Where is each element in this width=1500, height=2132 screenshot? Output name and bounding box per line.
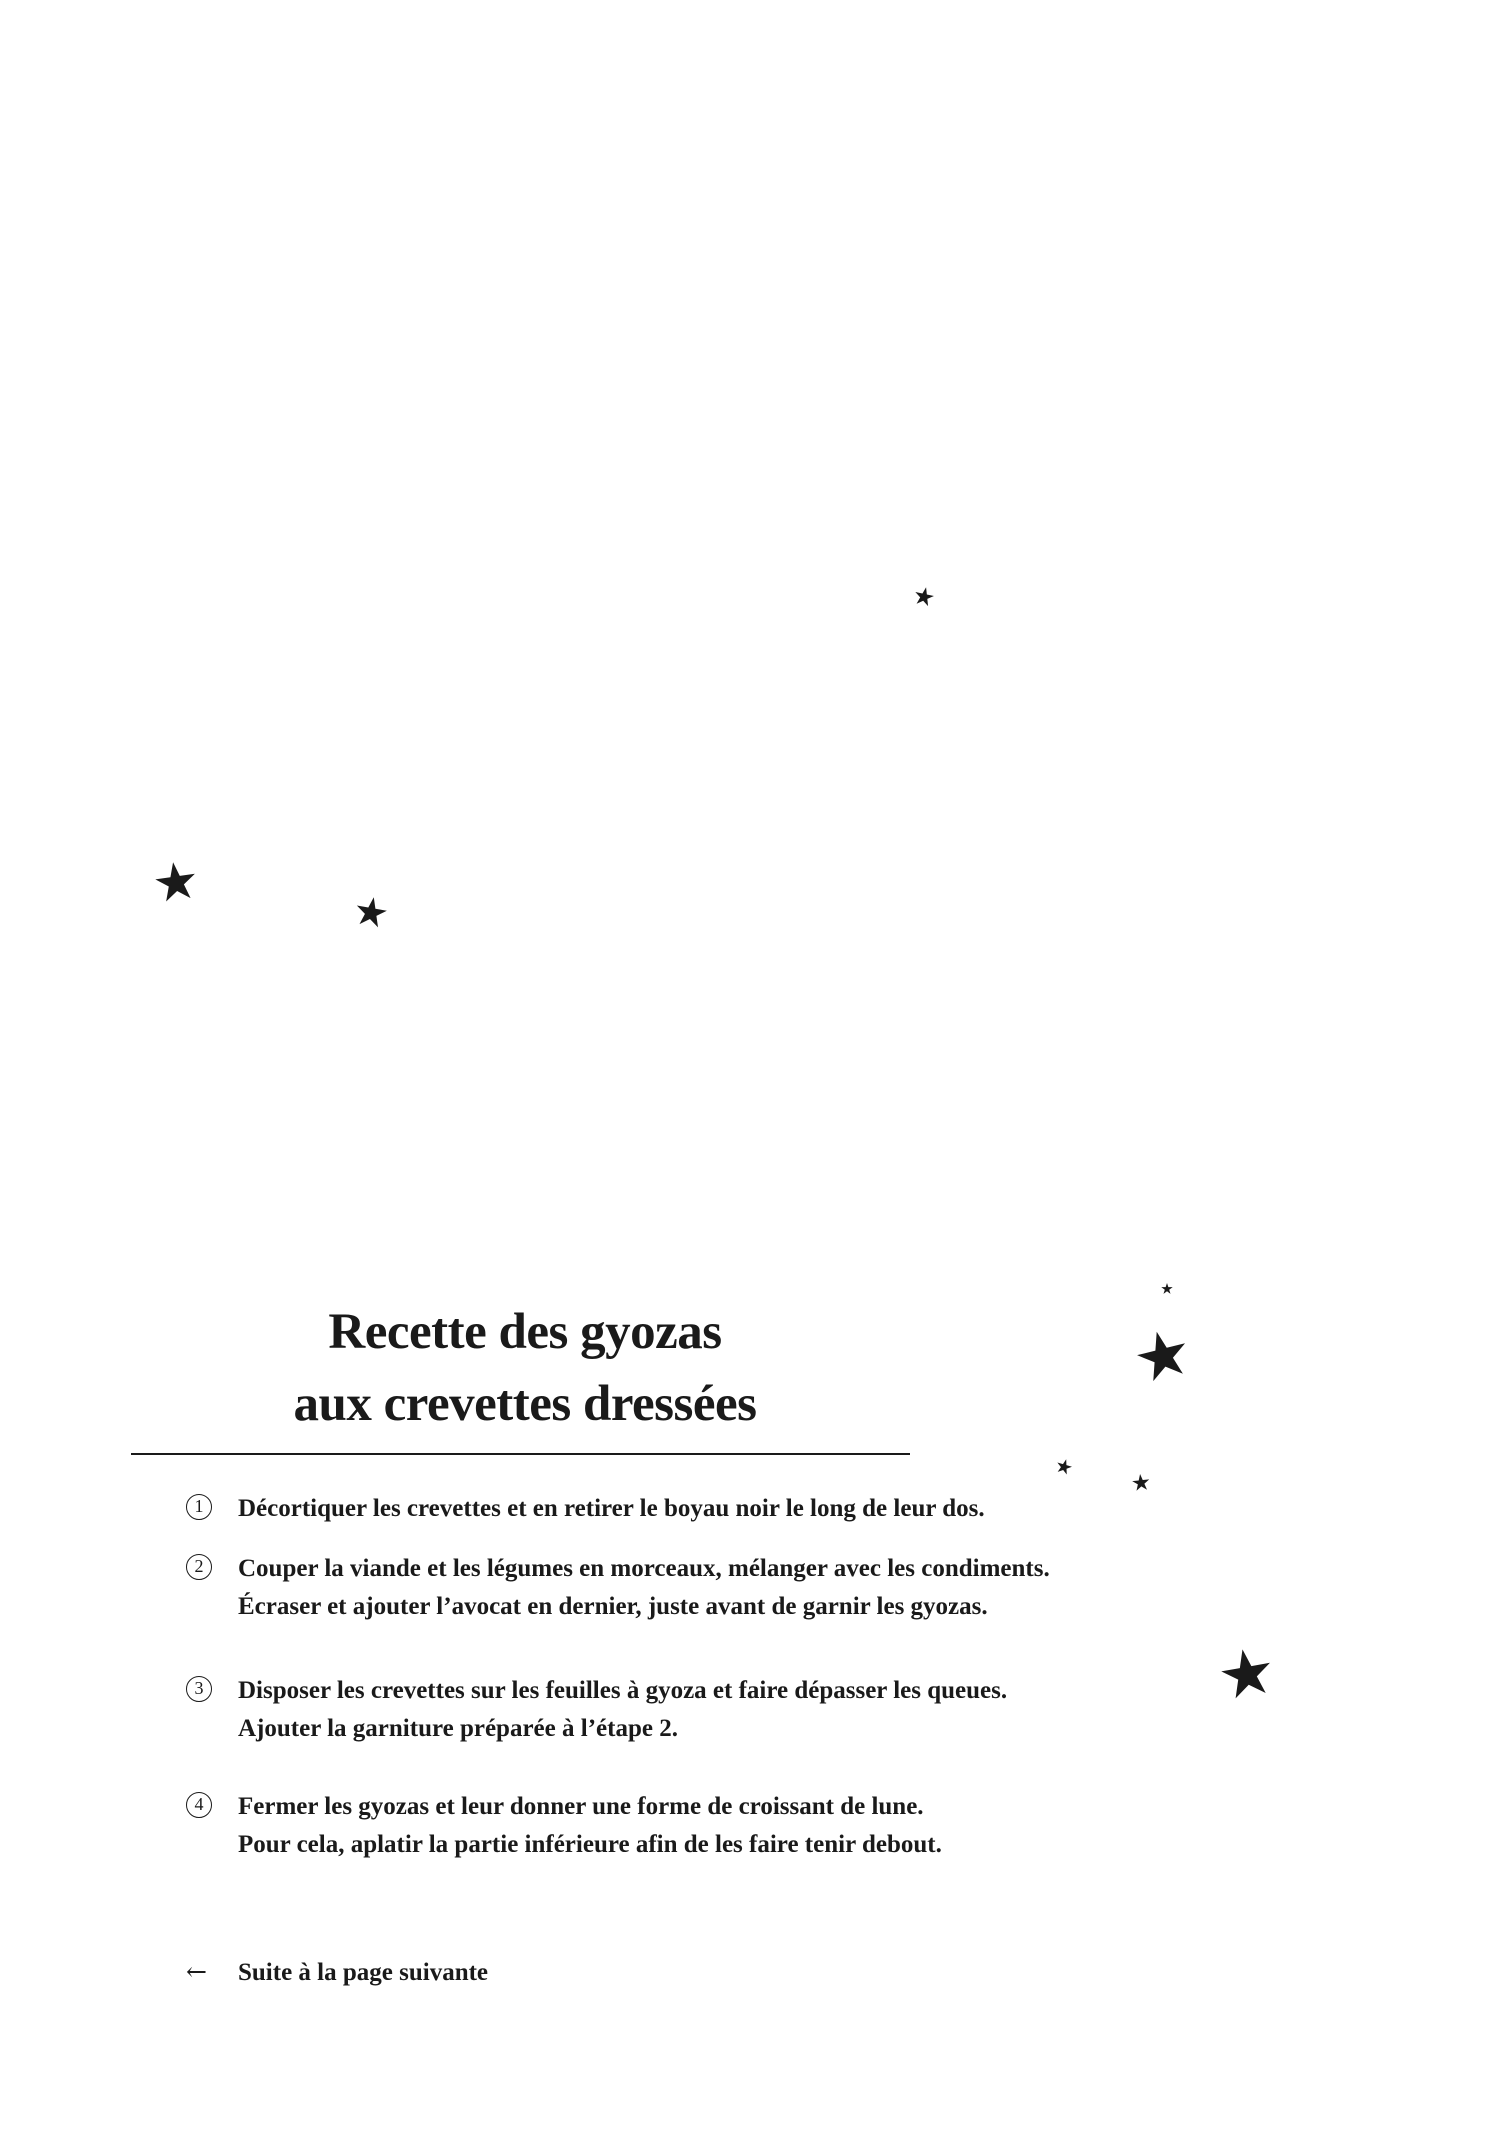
star-icon [153, 859, 198, 902]
step-number-badge: 1 [186, 1494, 212, 1520]
star-icon [1133, 1326, 1192, 1384]
step-line: Fermer les gyozas et leur donner une forme de croissant de lune. [238, 1793, 924, 1820]
continued-note [186, 1953, 488, 1992]
title-divider [131, 1453, 910, 1455]
step-text [238, 1788, 942, 1864]
step-line: Disposer les crevettes sur les feuilles à gyoza et faire dépasser les queues. [238, 1677, 1008, 1704]
step-line: Couper la viande et les légumes en morceaux, mélanger avec les condiments. [238, 1555, 1050, 1582]
step-number-badge: 2 [186, 1554, 212, 1580]
star-icon [1218, 1645, 1275, 1700]
star-icon [1132, 1473, 1151, 1491]
step-line: Écraser et ajouter l’avocat en dernier, juste avant de garnir les gyozas. [238, 1593, 988, 1620]
recipe-title [130, 1296, 920, 1440]
step-text [238, 1490, 985, 1528]
step-line: Pour cela, aplatir la partie inférieure afin de les faire tenir debout. [238, 1831, 942, 1858]
step-line: Ajouter la garniture préparée à l’étape 2. [238, 1715, 678, 1742]
step-text [238, 1550, 1050, 1626]
step-number-badge: 4 [186, 1792, 212, 1818]
star-icon [1161, 1283, 1172, 1294]
recipe-title-line-1: Recette des gyozas [328, 1304, 722, 1360]
star-icon [913, 585, 935, 607]
star-icon [1055, 1457, 1074, 1475]
star-icon [354, 895, 389, 929]
arrow-left-icon: ← [186, 1957, 207, 1986]
step-text [238, 1672, 1007, 1748]
continued-note-text: Suite à la page suivante [238, 1959, 489, 1986]
step-number-badge: 3 [186, 1676, 212, 1702]
step-line: Décortiquer les crevettes et en retirer le boyau noir le long de leur dos. [238, 1495, 985, 1522]
recipe-title-line-2: aux crevettes dressées [293, 1376, 757, 1432]
